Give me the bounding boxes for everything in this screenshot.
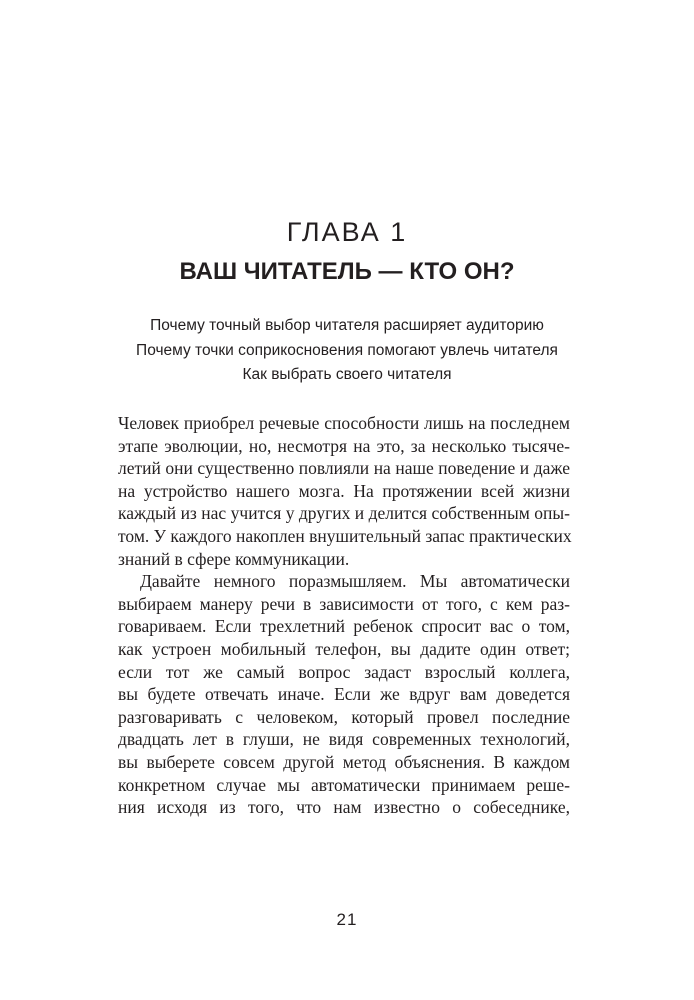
text-line: каждый из нас учится у других и делится собственным опы- [118, 503, 570, 524]
text-line: если тот же самый вопрос задаст взрослый коллега, [118, 661, 570, 682]
text-line: как устроен мобильный телефон, вы дадите один ответ; [118, 638, 570, 659]
text-line: разговаривать с человеком, который провел последние [118, 706, 570, 727]
text-line: том. У каждого накоплен внушительный запас практических [118, 525, 572, 546]
text-line: ния исходя из того, что нам известно о собеседнике, [118, 797, 570, 818]
text-line: Давайте немного поразмышляем. Мы автоматически [140, 571, 570, 592]
text-line: этапе эволюции, но, несмотря на это, за несколько тысяче- [118, 435, 570, 456]
chapter-title: ВАШ ЧИТАТЕЛЬ — КТО ОН? [179, 258, 515, 285]
text-line: говариваем. Если трехлетний ребенок спросит вас о том, [118, 616, 570, 637]
text-line: на устройство нашего мозга. На протяжении всей жизни [118, 480, 570, 501]
topic-item: Как выбрать своего читателя [242, 366, 452, 383]
topic-item: Почему точки соприкосновения помогают увлечь читателя [136, 341, 558, 359]
text-line: знаний в сфере коммуникации. [118, 548, 350, 569]
text-line: вы выберете совсем другой метод объяснения. В каждом [118, 751, 570, 772]
topic-item: Почему точный выбор читателя расширяет аудиторию [150, 317, 544, 334]
paragraph [118, 570, 570, 819]
text-line: двадцать лет в глуши, не видя современных технологий, [118, 729, 570, 750]
chapter-label: ГЛАВА 1 [286, 217, 408, 247]
text-line: летий они существенно повлияли на наше поведение и даже [118, 458, 570, 479]
text-line: Человек приобрел речевые способности лишь на последнем [118, 413, 570, 433]
page-number: 21 [336, 910, 358, 929]
text-line: вы будете отвечать иначе. Если же вдруг вам доведется [118, 684, 570, 705]
body-text [118, 412, 570, 819]
text-line: конкретном случае мы автоматически принимаем реше- [118, 774, 570, 795]
text-line: выбираем манеру речи в зависимости от того, с кем раз- [118, 593, 570, 614]
chapter-topics [0, 314, 694, 388]
paragraph [118, 412, 570, 570]
